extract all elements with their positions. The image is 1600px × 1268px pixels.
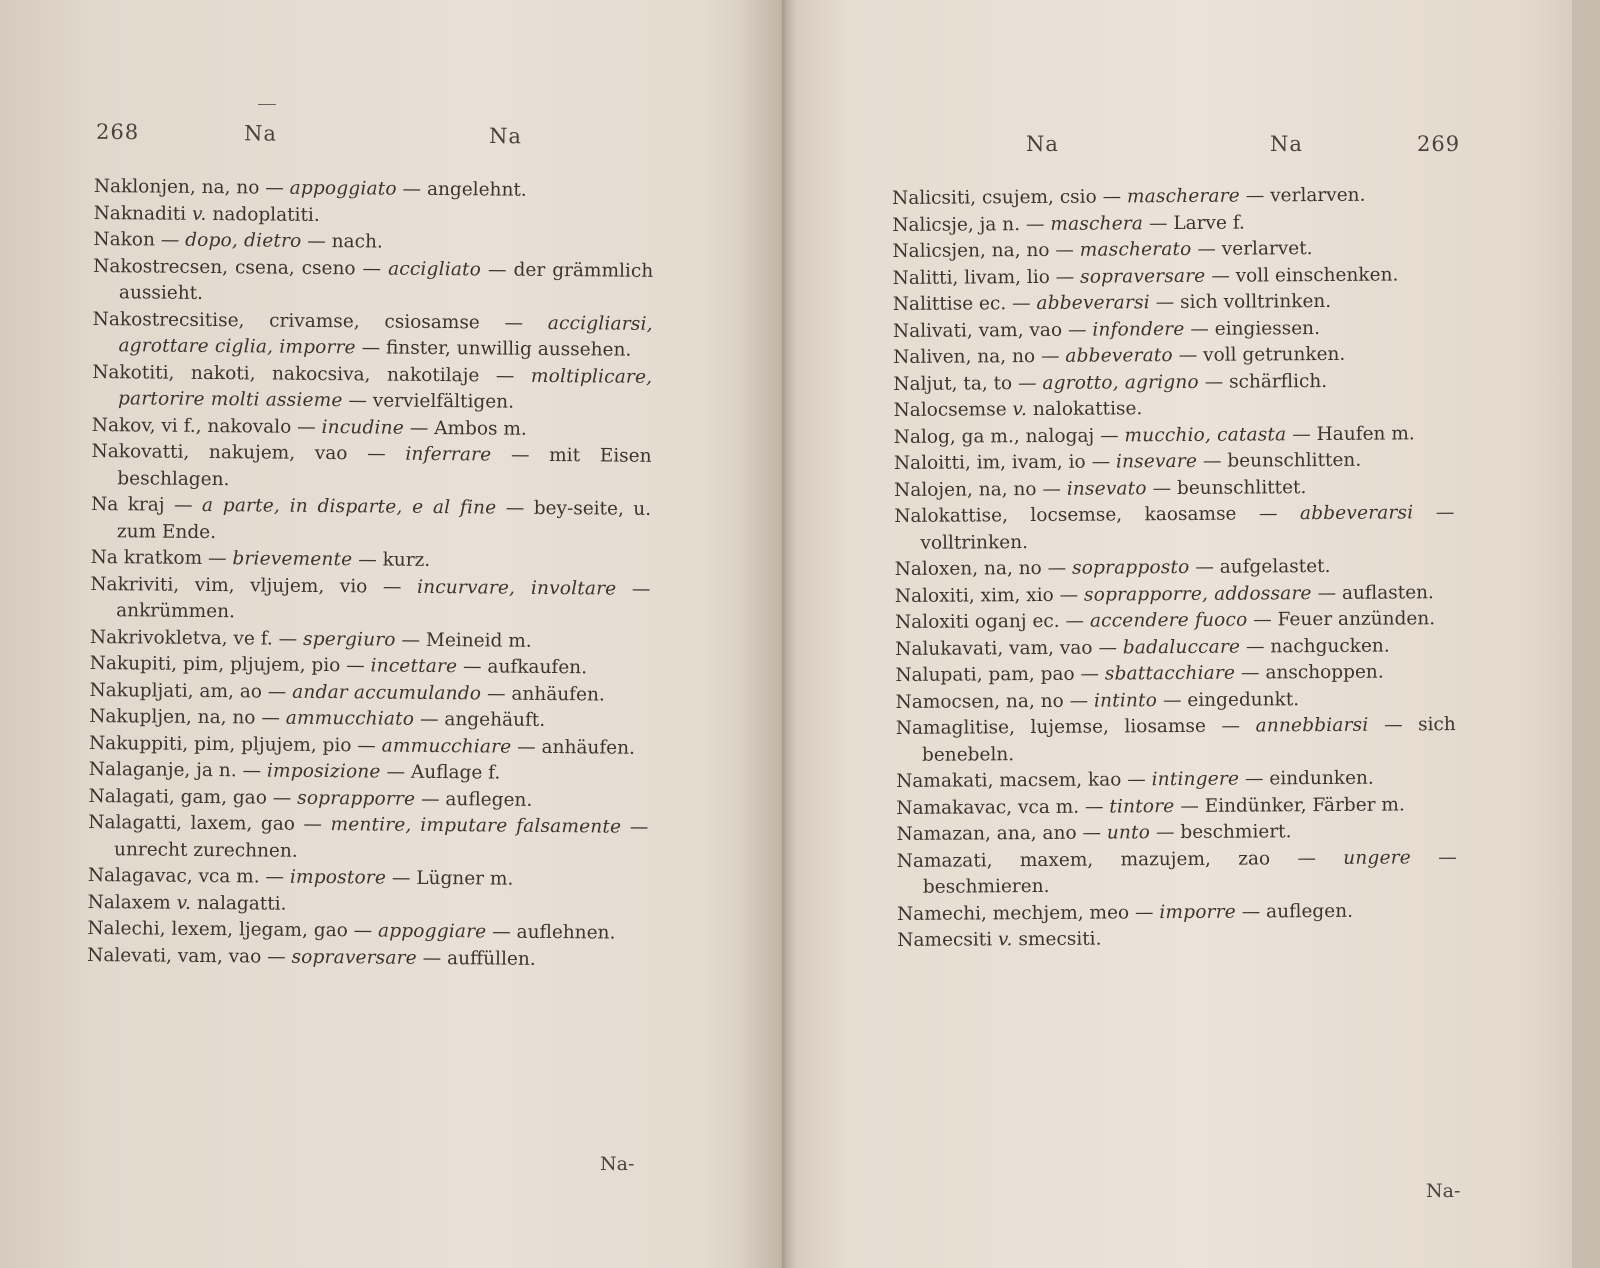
headword: Naloxen, na, no xyxy=(894,557,1042,580)
italian-gloss: intinto xyxy=(1093,689,1158,712)
german-gloss: ankrümmen. xyxy=(116,600,236,623)
german-gloss: auflegen. xyxy=(1266,900,1354,922)
dictionary-entry: Nakriviti, vim, vljujem, vio — incurvare, involtare — ankrümmen. xyxy=(90,573,651,623)
italian-gloss: mascherare xyxy=(1126,185,1240,208)
italian-gloss: imposizione xyxy=(266,760,381,783)
headword: Nalicsjen, na, no xyxy=(892,239,1050,262)
headword: Namecsiti xyxy=(897,929,993,951)
dictionary-entry: Nalitti, livam, lio — sopraversare — voll einschenken. xyxy=(892,263,1399,289)
italian-gloss: inferrare xyxy=(405,443,492,466)
headword: Namazan, ana, ano xyxy=(896,822,1077,845)
german-gloss: beunschlittet. xyxy=(1176,476,1307,499)
dictionary-entry: Nakov, vi f., nakovalo — incudine — Ambos m. xyxy=(91,414,527,440)
headword: Naliven, na, no xyxy=(893,346,1036,368)
headword: Naknaditi xyxy=(93,202,187,225)
dictionary-entry: Nakupljati, am, ao — andar accumulando — anhäufen. xyxy=(89,679,605,705)
headword: Nalaganje, ja n. xyxy=(88,758,237,782)
italian-gloss: sbattacchiare xyxy=(1104,662,1236,685)
dictionary-entry: Naloxiti, xim, xio — soprapporre, addossare — auflasten. xyxy=(894,581,1434,607)
italian-gloss: ungere xyxy=(1343,846,1411,869)
german-gloss: kurz. xyxy=(382,549,431,571)
dictionary-entry: Nalukavati, vam, vao — badaluccare — nachgucken. xyxy=(895,635,1390,660)
german-gloss: sich benebeln. xyxy=(921,714,1456,766)
german-gloss: auflegen. xyxy=(445,788,533,811)
headword: Nakupljen, na, no xyxy=(89,705,256,729)
german-gloss: anhäufen. xyxy=(541,736,636,759)
dictionary-entry: Naliven, na, no — abbeverato — voll getrunken. xyxy=(893,343,1346,368)
dictionary-entry: Namechi, mechjem, meo — imporre — auflegen. xyxy=(897,900,1354,925)
german-gloss: voll einschenken. xyxy=(1235,263,1399,287)
dictionary-entry: Naklonjen, na, no — appoggiato — angelehnt. xyxy=(93,175,527,201)
dictionary-entry: Namaglitise, lujemse, liosamse — annebbiarsi — sich benebeln. xyxy=(895,714,1456,766)
dictionary-entry: Naloxen, na, no — soprapposto — aufgelastet. xyxy=(894,555,1331,580)
headword: Nalagatti, laxem, gao xyxy=(88,811,296,835)
page-curve-shadow xyxy=(1572,0,1600,1268)
running-head-text: Na xyxy=(1026,132,1059,156)
headword: Nalaxem xyxy=(87,891,171,914)
italian-gloss: tintore xyxy=(1109,795,1175,817)
italian-gloss: appoggiato xyxy=(289,177,397,200)
headword: Nalicsje, ja n. xyxy=(892,213,1021,236)
dictionary-entry: Namocsen, na, no — intinto — eingedunkt. xyxy=(895,688,1300,713)
dictionary-entry: Na kratkom — brievemente — kurz. xyxy=(90,546,431,571)
pencil-mark xyxy=(258,104,276,105)
dictionary-entry: Nalivati, vam, vao — infondere — eingiessen. xyxy=(892,317,1321,342)
italian-gloss: incettare xyxy=(370,655,458,678)
dictionary-entry: Nakostrecsitise, crivamse, csiosamse — accigliarsi, agrottare ciglia, imporre — finster, unwillig aussehen. xyxy=(92,308,653,361)
dictionary-entry: Nalupati, pam, pao — sbattacchiare — anschoppen. xyxy=(895,661,1384,686)
headword: Nakovatti, nakujem, vao xyxy=(91,440,348,465)
italian-gloss: abbeverarsi xyxy=(1036,292,1150,314)
german-gloss: unrecht zurechnen. xyxy=(114,838,298,862)
headword: Namakati, macsem, kao xyxy=(896,769,1122,792)
dictionary-entry: Naloxiti oganj ec. — accendere fuoco — Feuer anzünden. xyxy=(894,608,1436,633)
italian-gloss: ammucchiato xyxy=(285,707,415,730)
dictionary-entry xyxy=(893,394,1453,424)
headword: Nalagati, gam, gao xyxy=(88,785,268,809)
italian-gloss: incurvare, involtare xyxy=(416,576,617,600)
italian-gloss: maschera xyxy=(1050,212,1144,235)
headword: Nalocsemse xyxy=(893,399,1007,421)
italian-gloss: moltiplicare, partorire molti assieme xyxy=(117,365,653,412)
italian-gloss: spergiuro xyxy=(303,628,396,651)
german-gloss: bey-seite, u. zum Ende. xyxy=(116,497,652,543)
italian-gloss: mucchio, catasta xyxy=(1124,423,1287,446)
german-gloss: beschmiert. xyxy=(1180,821,1292,844)
dictionary-entry: Naloitti, im, ivam, io — insevare — beunschlitten. xyxy=(893,449,1362,474)
german-gloss: nach. xyxy=(331,231,383,253)
dictionary-entry: Nakupljen, na, no — ammucchiato — angehäuft. xyxy=(89,705,546,731)
headword: Nakupiti, pim, pljujem, pio xyxy=(89,652,341,677)
italian-gloss: abbeverarsi xyxy=(1299,502,1414,525)
dictionary-entry: Nalagavac, vca m. — impostore — Lügner m. xyxy=(87,864,514,890)
german-gloss: eindunken. xyxy=(1269,767,1374,790)
headword: Na kraj xyxy=(91,493,165,516)
running-head-text: Na xyxy=(488,123,523,149)
dictionary-entry: Nalaganje, ja n. — imposizione — Auflage f. xyxy=(88,758,501,784)
headword: Namakavac, vca m. xyxy=(896,796,1080,819)
dictionary-entry: Nalechi, lexem, ljegam, gao — appoggiare — auflehnen. xyxy=(87,917,616,944)
italian-gloss: soprapposto xyxy=(1071,556,1190,579)
headword: Naloxiti, xim, xio xyxy=(894,584,1054,607)
headword: Naloxiti oganj ec. xyxy=(894,610,1060,633)
headword: Na kratkom xyxy=(90,546,203,569)
dictionary-entry xyxy=(897,924,1457,954)
italian-gloss: badaluccare xyxy=(1122,636,1241,658)
page-curve-shadow xyxy=(700,0,780,1268)
italian-gloss: impostore xyxy=(289,866,387,889)
cross-reference-target: nadoplatiti. xyxy=(212,203,320,226)
cross-reference-marker: v. xyxy=(191,203,207,225)
cross-reference-marker: v. xyxy=(176,892,192,914)
dictionary-entry: Nakotiti, nakoti, nakocsiva, nakotilaje — moltiplicare, partorire molti assieme — vervielfältigen. xyxy=(92,361,653,413)
italian-gloss: insevato xyxy=(1066,477,1147,500)
cross-reference-marker: v. xyxy=(997,929,1013,951)
italian-gloss: soprapporre xyxy=(297,787,416,810)
german-gloss: Meineid m. xyxy=(425,629,532,652)
german-gloss: vervielfältigen. xyxy=(372,390,515,413)
german-gloss: schärflich. xyxy=(1228,370,1328,393)
dictionary-entry: Nakuppiti, pim, pljujem, pio — ammucchiare — anhäufen. xyxy=(88,732,636,759)
dictionary-entry: Namazan, ana, ano — unto — beschmiert. xyxy=(896,821,1292,845)
page-number: 268 xyxy=(95,119,140,145)
dictionary-entry: Nalagati, gam, gao — soprapporre — auflegen. xyxy=(88,785,533,811)
headword: Naljut, ta, to xyxy=(893,372,1013,395)
italian-gloss: annebbiarsi xyxy=(1255,714,1369,737)
dictionary-entries xyxy=(87,174,654,974)
headword: Nakrivokletva, ve f. xyxy=(89,626,273,650)
italian-gloss: sopraversare xyxy=(1080,265,1206,288)
right-page xyxy=(786,0,1600,1268)
german-gloss: aufkaufen. xyxy=(487,656,588,679)
german-gloss: auflasten. xyxy=(1341,581,1434,604)
german-gloss: voll getrunken. xyxy=(1203,343,1346,366)
headword: Naloitti, im, ivam, io xyxy=(893,451,1086,474)
german-gloss: Lügner m. xyxy=(416,867,514,890)
headword: Naklonjen, na, no xyxy=(93,175,260,199)
italian-gloss: incudine xyxy=(321,416,404,439)
headword: Nalittise ec. xyxy=(892,293,1007,315)
italian-gloss: ammucchiare xyxy=(381,735,512,758)
headword: Nakotiti, nakoti, nakocsiva, nakotilaje xyxy=(92,361,480,386)
dictionary-entry: Naljut, ta, to — agrotto, agrigno — schärflich. xyxy=(893,370,1328,395)
german-gloss: eingedunkt. xyxy=(1187,688,1300,711)
dictionary-entry: Nakon — dopo, dietro — nach. xyxy=(93,228,383,253)
page-number: 269 xyxy=(1417,132,1461,156)
italian-gloss: unto xyxy=(1106,822,1151,844)
german-gloss: nachgucken. xyxy=(1270,635,1390,657)
headword: Nalukavati, vam, vao xyxy=(895,637,1093,660)
headword: Nalog, ga m., nalogaj xyxy=(893,425,1095,448)
headword: Nakostrecsen, csena, cseno xyxy=(93,255,356,279)
headword: Nakostrecsitise, crivamse, csiosamse xyxy=(92,308,480,333)
italian-gloss: dopo, dietro xyxy=(185,229,302,252)
german-gloss: eingiessen. xyxy=(1214,317,1321,340)
german-gloss: Larve f. xyxy=(1173,212,1245,234)
italian-gloss: insevare xyxy=(1115,450,1198,473)
italian-gloss: accigliato xyxy=(388,258,482,280)
german-gloss: verlarvet. xyxy=(1221,238,1313,260)
dictionary-entry: Nakovatti, nakujem, vao — inferrare — mit Eisen beschlagen. xyxy=(91,440,652,490)
dictionary-entry: Namakati, macsem, kao — intingere — eindunken. xyxy=(896,767,1374,792)
dictionary-entry: Nakostrecsen, csena, cseno — accigliato — der grämmlich aussieht. xyxy=(93,255,654,304)
cross-reference-target: nalagatti. xyxy=(196,892,287,915)
cross-reference-target: nalokattise. xyxy=(1032,398,1143,421)
headword: Namocsen, na, no xyxy=(895,690,1064,713)
headword: Namaglitise, lujemse, liosamse xyxy=(895,715,1206,739)
dictionary-entry: Nalittise ec. — abbeverarsi — sich volltrinken. xyxy=(892,290,1332,315)
dictionary-entry: Na kraj — a parte, in disparte, e al fine — bey-seite, u. zum Ende. xyxy=(91,493,652,543)
german-gloss: beunschlitten. xyxy=(1227,449,1362,472)
german-gloss: der grämmlich aussieht. xyxy=(118,259,654,304)
headword: Nakov, vi f., nakovalo xyxy=(91,414,292,438)
headword: Nalechi, lexem, ljegam, gao xyxy=(87,917,348,942)
cross-reference-marker: v. xyxy=(1012,399,1028,421)
german-gloss: finster, unwillig aussehen. xyxy=(385,337,632,361)
german-gloss: aufgelastet. xyxy=(1219,555,1331,578)
german-gloss: verlarven. xyxy=(1270,184,1366,207)
dictionary-entry: Nalog, ga m., nalogaj — mucchio, catasta — Haufen m. xyxy=(893,422,1415,448)
german-gloss: anhäufen. xyxy=(511,683,605,705)
german-gloss: auffüllen. xyxy=(447,947,536,970)
german-gloss: auflehnen. xyxy=(516,921,616,944)
italian-gloss: mascherato xyxy=(1079,238,1192,261)
headword: Namechi, mechjem, meo xyxy=(897,901,1130,925)
catchword: Na- xyxy=(600,1153,635,1175)
headword: Namazati, maxem, mazujem, zao xyxy=(896,847,1271,872)
dictionary-entry: Nalicsiti, csujem, csio — mascherare — verlarven. xyxy=(892,184,1366,209)
german-gloss: volltrinken. xyxy=(920,531,1029,554)
italian-gloss: accendere fuoco xyxy=(1089,609,1248,632)
dictionary-entry: Nalojen, na, no — insevato — beunschlittet. xyxy=(894,476,1307,501)
german-gloss: Ambos m. xyxy=(434,417,527,440)
german-gloss: angehäuft. xyxy=(444,709,546,731)
italian-gloss: andar accumulando xyxy=(292,681,482,704)
german-gloss: sich volltrinken. xyxy=(1180,290,1332,313)
dictionary-entry: Nalicsje, ja n. — maschera — Larve f. xyxy=(892,212,1245,236)
italian-gloss: abbeverato xyxy=(1065,345,1173,367)
headword: Nalokattise, locsemse, kaosamse xyxy=(894,503,1237,527)
dictionary-entry: Nalevati, vam, vao — sopraversare — auffüllen. xyxy=(87,944,536,970)
dictionary-entry: Nakupiti, pim, pljujem, pio — incettare — aufkaufen. xyxy=(89,652,588,679)
german-gloss: Feuer anzünden. xyxy=(1277,608,1436,631)
headword: Nakuppiti, pim, pljujem, pio xyxy=(88,732,352,756)
german-gloss: anschoppen. xyxy=(1265,661,1384,684)
headword: Nakon xyxy=(93,228,156,251)
german-gloss: Eindünker, Färber m. xyxy=(1204,793,1405,817)
running-head-text: Na xyxy=(243,121,278,146)
catchword: Na- xyxy=(1426,1180,1461,1202)
german-gloss: Auflage f. xyxy=(410,761,501,784)
italian-gloss: agrotto, agrigno xyxy=(1042,371,1199,394)
german-gloss: Haufen m. xyxy=(1316,422,1415,445)
headword: Nakriviti, vim, vljujem, vio xyxy=(90,573,368,597)
dictionary-entry: Namakavac, vca m. — tintore — Eindünker, Färber m. xyxy=(896,793,1405,819)
headword: Nalupati, pam, pao xyxy=(895,663,1075,686)
italian-gloss: accigliarsi, agrottare ciglia, imporre xyxy=(118,312,653,359)
headword: Nalojen, na, no xyxy=(894,478,1037,501)
running-head-left-page xyxy=(96,120,526,155)
headword: Nalivati, vam, vao xyxy=(892,319,1063,342)
dictionary-entry: Nalicsjen, na, no — mascherato — verlarvet. xyxy=(892,238,1313,262)
dictionary-entries xyxy=(892,182,1457,954)
running-head-text: Na xyxy=(1270,132,1303,156)
headword: Nalitti, livam, lio xyxy=(892,266,1050,289)
left-page xyxy=(0,0,780,1268)
dictionary-entry: Nakrivokletva, ve f. — spergiuro — Meineid m. xyxy=(89,626,532,652)
german-gloss: beschmieren. xyxy=(922,875,1050,898)
dictionary-entry: Namazati, maxem, mazujem, zao — ungere — beschmieren. xyxy=(896,846,1457,898)
italian-gloss: brievemente xyxy=(232,548,353,571)
headword: Nakupljati, am, ao xyxy=(89,679,263,702)
italian-gloss: mentire, imputare falsamente xyxy=(330,814,622,838)
italian-gloss: intingere xyxy=(1151,768,1240,791)
dictionary-entry: Nalagatti, laxem, gao — mentire, imputare falsamente — unrecht zurechnen. xyxy=(88,811,649,862)
headword: Nalicsiti, csujem, csio xyxy=(892,186,1097,209)
italian-gloss: a parte, in disparte, e al fine xyxy=(201,494,497,519)
italian-gloss: imporre xyxy=(1159,901,1236,923)
italian-gloss: sopraversare xyxy=(291,946,417,969)
italian-gloss: soprapporre, addossare xyxy=(1083,582,1312,606)
cross-reference-target: smecsiti. xyxy=(1018,928,1102,951)
dictionary-entry: Nalokattise, locsemse, kaosamse — abbeverarsi — volltrinken. xyxy=(894,502,1455,554)
german-gloss: angelehnt. xyxy=(426,178,527,201)
german-gloss: mit Eisen beschlagen. xyxy=(117,444,652,490)
running-head-right-page xyxy=(1026,132,1476,162)
headword: Nalevati, vam, vao xyxy=(87,944,262,967)
italian-gloss: appoggiare xyxy=(377,920,487,943)
italian-gloss: infondere xyxy=(1092,318,1185,341)
headword: Nalagavac, vca m. xyxy=(87,864,260,888)
